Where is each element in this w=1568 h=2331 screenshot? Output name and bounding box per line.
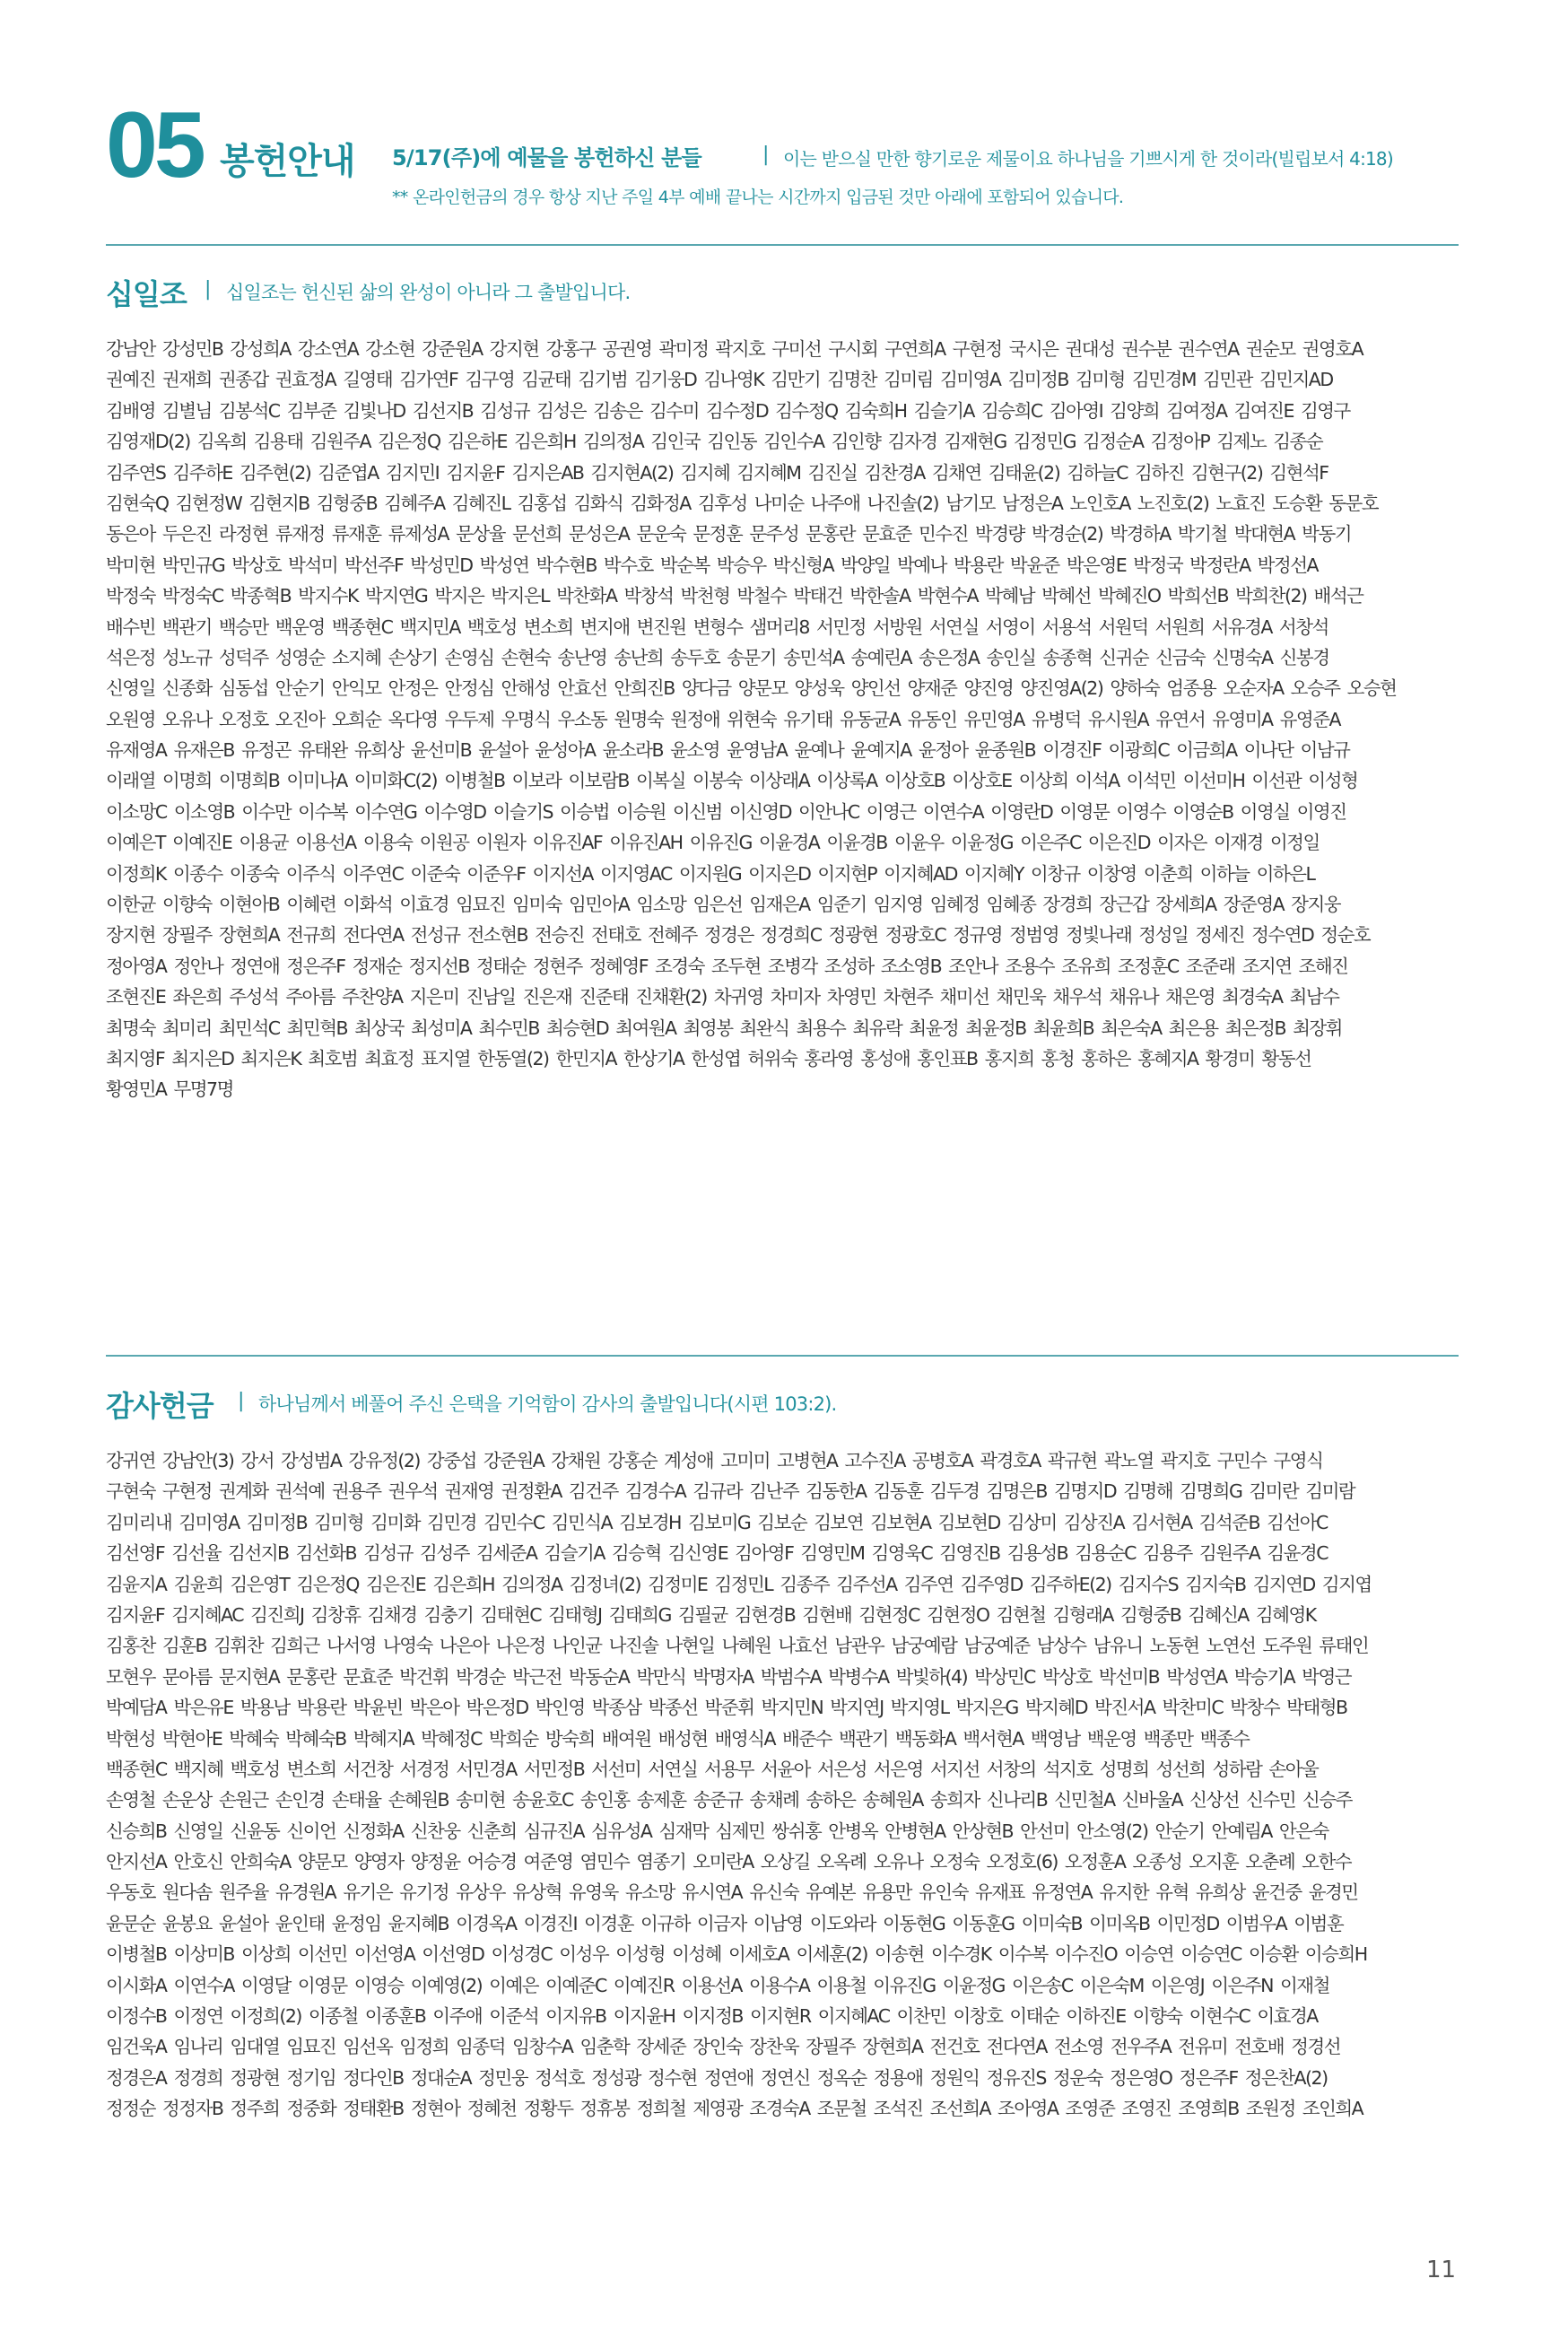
name-line: 정정순 정정자B 정주희 정중화 정태환B 정현아 정혜천 정황두 정휴봉 정희철 제영광 조경숙A 조문철 조석진 조선희A 조아영A 조영준 조영진 조영희B 조원정 조인희A: [106, 2098, 1363, 2120]
name-line: 안지선A 안호신 안희숙A 양문모 양영자 양정윤 어승경 여준영 염민수 염종기 오미란A 오상길 오옥례 오유나 오정숙 오정호(6) 오정훈A 오종성 오지훈 오춘례 오한수: [106, 1851, 1352, 1873]
divider-top: [106, 244, 1459, 246]
section-number: 05: [106, 93, 203, 197]
name-line: 강귀연 강남안(3) 강서 강성범A 강유정(2) 강중섭 강준원A 강채원 강홍순 계성애 고미미 고병현A 고수진A 공병호A 곽경호A 곽규현 곽노열 곽지호 구민수 구영식: [106, 1450, 1323, 1471]
name-line: 모현우 문아름 문지현A 문홍란 문효준 박건휘 박경순 박근전 박동순A 박만식 박명자A 박범수A 박병수A 박빛하(4) 박상민C 박상호 박선미B 박성연A 박승기A 박영근: [106, 1665, 1352, 1688]
name-line: 김지윤F 김지혜AC 김진희J 김창휴 김채경 김충기 김태현C 김태형J 김태희G 김필균 김현경B 김현배 김현정C 김현정O 김현철 김형래A 김형중B 김혜신A 김혜영K: [106, 1603, 1316, 1626]
name-line: 이시화A 이연수A 이영달 이영문 이영승 이예영(2) 이예은 이예준C 이예진R 이용선A 이용수A 이용철 이유진G 이윤정G 이은송C 이은숙M 이은영J 이은주N 이재철: [106, 1974, 1329, 1996]
name-line: 박정숙 박정숙C 박종혁B 박지수K 박지연G 박지은 박지은L 박찬화A 박창석 박천형 박철수 박태건 박한솔A 박현수A 박혜남 박혜선 박혜진O 박희선B 박희찬(2) 배석근: [106, 585, 1363, 607]
name-line: 박미현 박민규G 박상호 박석미 박선주F 박성민D 박성연 박수현B 박수호 박순복 박승우 박신형A 박양일 박예나 박용란 박윤준 박은영E 박정국 박정란A 박정선A: [106, 554, 1319, 576]
name-line: 김배영 김별님 김봉석C 김부준 김빛나D 김선지B 김성규 김성은 김송은 김수미 김수정D 김수정Q 김숙희H 김슬기A 김승희C 김아영I 김양희 김여정A 김여진E 김영구: [106, 399, 1350, 422]
thanks-names: [106, 1445, 1464, 2125]
name-line: 정아영A 정안나 정연애 정은주F 정재순 정지선B 정태순 정현주 정혜영F 조경숙 조두현 조병각 조성하 조소영B 조안나 조용수 조유희 조정훈C 조준래 조지연 조해진: [106, 955, 1348, 977]
name-line: 구현숙 구현정 권계화 권석예 권용주 권우석 권재영 권정환A 김건주 김경수A 김규라 김난주 김동한A 김동훈 김두경 김명은B 김명지D 김명해 김명희G 김미란 김미람: [106, 1480, 1355, 1503]
name-line: 김현숙Q 김현정W 김현지B 김형중B 김혜주A 김혜진L 김홍섭 김화식 김화정A 김후성 나미순 나주애 나진솔(2) 남기모 남정은A 노인호A 노진호(2) 노효진 도승환 동문호: [106, 492, 1379, 514]
thanks-title: 감사헌금: [106, 1389, 213, 1423]
name-line: 김주연S 김주하E 김주현(2) 김준엽A 김지민I 김지윤F 김지은AB 김지현A(2) 김지혜 김지혜M 김진실 김찬경A 김채연 김태윤(2) 김하늘C 김하진 김현구(2) 김현석F: [106, 461, 1328, 484]
name-line: 박예담A 박은유E 박용남 박용란 박윤빈 박은아 박은정D 박인영 박종삼 박종선 박준휘 박지민N 박지연J 박지영L 박지은G 박지혜D 박진서A 박찬미C 박창수 박태형B: [106, 1697, 1347, 1719]
header-separator: |: [762, 144, 770, 166]
name-line: 동은아 두은진 라정현 류재정 류재훈 류제성A 문상율 문선희 문성은A 문운숙 문정훈 문주성 문홍란 문효준 민수진 박경량 박경순(2) 박경하A 박기철 박대현A 박동기: [106, 523, 1352, 546]
name-line: 황영민A 무명7명: [106, 1078, 233, 1101]
name-line: 신승희B 신영일 신윤동 신이언 신정화A 신찬웅 신춘희 심규진A 심유성A 심재막 심제민 쌍쉬홍 안병옥 안병현A 안상현B 안선미 안소영(2) 안순기 안예림A 안은숙: [106, 1820, 1328, 1842]
name-line: 김윤지A 김윤희 김은영T 김은정Q 김은진E 김은희H 김의정A 김정녀(2) 김정미E 김정민L 김종주 김주선A 김주연 김주영D 김주하E(2) 김지수S 김지숙B 김지연D 김지엽: [106, 1573, 1372, 1595]
section-title: 봉헌안내: [220, 141, 355, 182]
name-line: 최지영F 최지은D 최지은K 최호범 최효정 표지열 한동열(2) 한민지A 한상기A 한성엽 허위숙 홍라영 홍성애 홍인표B 홍지희 홍청 홍하은 홍혜지A 황경미 황동선: [106, 1047, 1311, 1069]
name-line: 김선영F 김선율 김선지B 김선화B 김성규 김성주 김세준A 김슬기A 김승혁 김신영E 김아영F 김영민M 김영욱C 김영진B 김용성B 김용순C 김용주 김원주A 김윤경C: [106, 1542, 1328, 1565]
thanks-description: 하나님께서 베풀어 주신 은택을 기억함이 감사의 출발입니다(시편 103:2).: [258, 1393, 837, 1415]
name-line: 강남안 강성민B 강성희A 강소연A 강소현 강준원A 강지현 강홍구 공권영 곽미정 곽지호 구미선 구시회 구연희A 구현정 국시은 권대성 권수분 권수연A 권순모 권영호A: [106, 338, 1363, 360]
name-line: 이정수B 이정연 이정희(2) 이종철 이종훈B 이주애 이준석 이지유B 이지윤H 이지정B 이지현R 이지혜AC 이찬민 이창호 이태순 이하진E 이향숙 이현수C 이효경A: [106, 2005, 1318, 2028]
online-offering-note: ** 온라인헌금의 경우 항상 지난 주일 4부 예배 끝나는 시간까지 입금된 것만 아래에 포함되어 있습니다.: [392, 188, 1124, 207]
name-line: 이한균 이향숙 이현아B 이혜련 이화석 이효경 임묘진 임미숙 임민아A 임소망 임은선 임재은A 임준기 임지영 임혜정 임혜종 장경희 장근갑 장세희A 장준영A 장지웅: [106, 894, 1341, 916]
page-number: 11: [1426, 2257, 1457, 2283]
name-line: 유재영A 유재은B 유정곤 유태완 유희상 윤선미B 윤설아 윤성아A 윤소라B 윤소영 윤영남A 윤예나 윤예지A 윤정아 윤종원B 이경진F 이광희C 이금희A 이나단 이남규: [106, 739, 1350, 762]
name-line: 손영철 손운상 손원근 손인경 손태율 손혜원B 송미현 송윤호C 송인홍 송제훈 송준규 송채례 송하은 송혜원A 송희자 신나리B 신민철A 신바울A 신상선 신수민 신승주: [106, 1789, 1352, 1812]
name-line: 김홍찬 김훈B 김휘찬 김희근 나서영 나영숙 나은아 나은정 나인균 나진솔 나현일 나혜원 나효선 남관우 남궁예람 남궁예준 남상수 남유니 노동현 노연선 도주원 류태인: [106, 1635, 1369, 1657]
name-line: 이병철B 이상미B 이상희 이선민 이선영A 이선영D 이성경C 이성우 이성형 이성혜 이세호A 이세훈(2) 이송현 이수경K 이수복 이수진O 이승연 이승연C 이승환 이승희H: [106, 1943, 1367, 1966]
bible-verse: 이는 받으실 만한 향기로운 제물이요 하나님을 기쁘시게 한 것이라(빌립보서 4:18): [783, 148, 1393, 170]
divider-middle: [106, 1355, 1459, 1357]
name-line: 이래열 이명희 이명희B 이미나A 이미화C(2) 이병철B 이보라 이보람B 이복실 이봉숙 이상래A 이상록A 이상호B 이상호E 이상희 이석A 이석민 이선미H 이선관 이성형: [106, 770, 1358, 792]
name-line: 이정희K 이종수 이종숙 이주식 이주연C 이준숙 이준우F 이지선A 이지영AC 이지원G 이지은D 이지현P 이지혜AD 이지혜Y 이창규 이창영 이춘희 이하늘 이하은L: [106, 862, 1315, 885]
name-line: 윤문순 윤봉요 윤설아 윤인태 윤정임 윤지혜B 이경옥A 이경진I 이경훈 이규하 이금자 이남영 이도와라 이동현G 이동훈G 이미숙B 이미옥B 이민정D 이범우A 이범훈: [106, 1912, 1344, 1934]
tithe-separator: |: [205, 278, 212, 301]
tithe-description: 십일조는 헌신된 삶의 완성이 아니라 그 출발입니다.: [226, 282, 631, 303]
name-line: 조현진E 좌은희 주성석 주아름 주찬양A 지은미 진남일 진은재 진준태 진채환(2) 차귀영 차미자 차영민 차현주 채미선 채민욱 채우석 채유나 채은영 최경숙A 최남수: [106, 986, 1339, 1008]
name-line: 우동호 원다솜 원주율 유경원A 유기은 유기정 유상우 유상혁 유영욱 유소망 유시연A 유신숙 유예본 유용만 유인숙 유재표 유정연A 유지한 유혁 유희상 윤건중 윤경민: [106, 1881, 1358, 1904]
tithe-title: 십일조: [106, 277, 187, 311]
name-line: 임건욱A 임나리 임대열 임묘진 임선옥 임정희 임종덕 임창수A 임춘학 장세준 장인숙 장찬욱 장필주 장현희A 전건호 전다연A 전소영 전우주A 전유미 전호배 정경선: [106, 2036, 1341, 2058]
name-line: 이예은T 이예진E 이용균 이용선A 이용숙 이원공 이원자 이유진AF 이유진AH 이유진G 이윤경A 이윤경B 이윤우 이윤정G 이은주C 이은진D 이자은 이재경 이정일: [106, 832, 1320, 854]
name-line: 배수빈 백관기 백승만 백운영 백종현C 백지민A 백호성 변소희 변지애 변진원 변형수 샘머리8 서민정 서방원 서연실 서영이 서용석 서원덕 서원희 서유경A 서창석: [106, 615, 1328, 638]
name-line: 석은정 성노규 성덕주 성영순 소지혜 손상기 손영심 손현숙 송난영 송난희 송두호 송문기 송민석A 송예린A 송은정A 송인실 송종혁 신귀순 신금숙 신명숙A 신봉경: [106, 646, 1329, 668]
name-line: 박현성 박현아E 박혜숙 박혜숙B 박혜지A 박혜정C 박희순 방숙희 배여원 배성현 배영식A 배준수 백관기 백동화A 백서현A 백영남 백운영 백종만 백종수: [106, 1727, 1250, 1750]
name-line: 정경은A 정경희 정광현 정기임 정다인B 정대순A 정민웅 정석호 정성광 정수현 정연애 정연신 정옥순 정용애 정원익 정유진S 정운숙 정은영O 정은주F 정은찬A(2): [106, 2066, 1328, 2089]
name-line: 김미리내 김미영A 김미정B 김미형 김미화 김민경 김민수C 김민식A 김보경H 김보미G 김보순 김보연 김보현A 김보현D 김상미 김상진A 김서현A 김석준B 김선아C: [106, 1511, 1328, 1533]
name-line: 오원영 오유나 오정호 오진아 오희순 옥다영 우두제 우명식 우소동 원명숙 원정애 위현숙 유기태 유동균A 유동인 유민영A 유병덕 유시원A 유연서 유영미A 유영준A: [106, 708, 1341, 730]
name-line: 최명숙 최미리 최민석C 최민혁B 최상국 최성미A 최수민B 최승현D 최여원A 최영봉 최완식 최용수 최유락 최윤정 최윤정B 최윤희B 최은숙A 최은용 최은정B 최장휘: [106, 1017, 1342, 1039]
name-line: 백종현C 백지혜 백호성 변소희 서건창 서경정 서민경A 서민정B 서선미 서연실 서용무 서윤아 서은성 서은영 서지선 서창의 석지호 성명희 성선희 성하람 손아울: [106, 1758, 1319, 1780]
offering-date-heading: 5/17(주)에 예물을 봉헌하신 분들: [392, 145, 701, 170]
name-line: 김영재D(2) 김옥희 김용태 김원주A 김은정Q 김은하E 김은희H 김의정A 김인국 김인동 김인수A 김인향 김자경 김재현G 김정민G 김정순A 김정아P 김제노 김종순: [106, 431, 1323, 453]
name-line: 신영일 신종화 심동섭 안순기 안익모 안정은 안정심 안해성 안효선 안희진B 양다금 양문모 양성욱 양인선 양재준 양진영 양진영A(2) 양하숙 엄종용 오순자A 오승주 오승현: [106, 677, 1397, 700]
tithe-names: [106, 334, 1464, 1105]
name-line: 권예진 권재희 권종갑 권효정A 길영태 김가연F 김구영 김균태 김기범 김기웅D 김나영K 김만기 김명찬 김미림 김미영A 김미정B 김미형 김민경M 김민관 김민지AD: [106, 369, 1333, 391]
thanks-separator: |: [238, 1390, 245, 1412]
name-line: 이소망C 이소영B 이수만 이수복 이수연G 이수영D 이슬기S 이승법 이승원 이신범 이신영D 이안나C 이영근 이연수A 이영란D 이영문 이영수 이영순B 이영실 이영진: [106, 800, 1346, 823]
name-line: 장지현 장필주 장현희A 전규희 전다연A 전성규 전소현B 전승진 전태호 전혜주 정경은 정경희C 정광현 정광호C 정규영 정범영 정빛나래 정성일 정세진 정수연D 정순호: [106, 924, 1371, 947]
